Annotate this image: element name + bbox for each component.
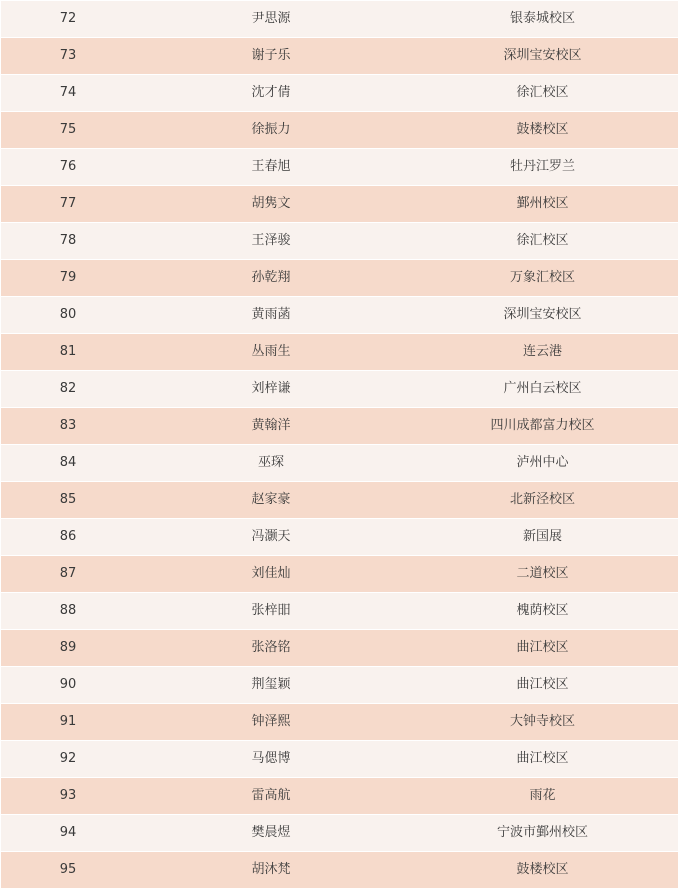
- campus-cell: 宁波市鄞州校区: [407, 815, 678, 852]
- rank-cell: 92: [1, 741, 135, 778]
- campus-cell: 大钟寺校区: [407, 704, 678, 741]
- campus-cell: 万象汇校区: [407, 260, 678, 297]
- ranking-table-container: [0, 1, 680, 877]
- table-row: [1, 852, 678, 889]
- campus-cell: 泸州中心: [407, 445, 678, 482]
- campus-cell: 广州白云校区: [407, 371, 678, 408]
- student-name-cell: 雷高航: [135, 778, 407, 815]
- table-row: [1, 260, 678, 297]
- student-name-cell: 樊晨煜: [135, 815, 407, 852]
- table-row: [1, 1, 678, 38]
- campus-cell: 深圳宝安校区: [407, 38, 678, 75]
- student-name-cell: 刘佳灿: [135, 556, 407, 593]
- rank-cell: 94: [1, 815, 135, 852]
- campus-cell: 新国展: [407, 519, 678, 556]
- table-row: [1, 704, 678, 741]
- campus-cell: 深圳宝安校区: [407, 297, 678, 334]
- rank-cell: 93: [1, 778, 135, 815]
- campus-cell: 连云港: [407, 334, 678, 371]
- student-name-cell: 黄翰洋: [135, 408, 407, 445]
- rank-cell: 89: [1, 630, 135, 667]
- table-row: [1, 149, 678, 186]
- table-row: [1, 667, 678, 704]
- student-name-cell: 王春旭: [135, 149, 407, 186]
- student-name-cell: 徐振力: [135, 112, 407, 149]
- rank-cell: 76: [1, 149, 135, 186]
- campus-cell: 牡丹江罗兰: [407, 149, 678, 186]
- student-name-cell: 冯灏天: [135, 519, 407, 556]
- rank-cell: 72: [1, 1, 135, 38]
- table-row: [1, 112, 678, 149]
- rank-cell: 84: [1, 445, 135, 482]
- table-row: [1, 223, 678, 260]
- table-row: [1, 741, 678, 778]
- table-row: [1, 334, 678, 371]
- student-name-cell: 巫琛: [135, 445, 407, 482]
- campus-cell: 北新泾校区: [407, 482, 678, 519]
- table-row: [1, 593, 678, 630]
- student-name-cell: 张洛铭: [135, 630, 407, 667]
- rank-cell: 73: [1, 38, 135, 75]
- ranking-table: [1, 1, 678, 889]
- student-name-cell: 胡沐梵: [135, 852, 407, 889]
- campus-cell: 二道校区: [407, 556, 678, 593]
- student-name-cell: 孙乾翔: [135, 260, 407, 297]
- table-row: [1, 297, 678, 334]
- rank-cell: 81: [1, 334, 135, 371]
- rank-cell: 87: [1, 556, 135, 593]
- rank-cell: 88: [1, 593, 135, 630]
- campus-cell: 曲江校区: [407, 741, 678, 778]
- campus-cell: 徐汇校区: [407, 75, 678, 112]
- campus-cell: 雨花: [407, 778, 678, 815]
- campus-cell: 徐汇校区: [407, 223, 678, 260]
- student-name-cell: 丛雨生: [135, 334, 407, 371]
- table-row: [1, 482, 678, 519]
- table-row: [1, 778, 678, 815]
- student-name-cell: 胡隽文: [135, 186, 407, 223]
- table-row: [1, 815, 678, 852]
- rank-cell: 82: [1, 371, 135, 408]
- table-row: [1, 519, 678, 556]
- table-row: [1, 38, 678, 75]
- campus-cell: 鄞州校区: [407, 186, 678, 223]
- campus-cell: 银泰城校区: [407, 1, 678, 38]
- rank-cell: 86: [1, 519, 135, 556]
- table-row: [1, 371, 678, 408]
- rank-cell: 80: [1, 297, 135, 334]
- student-name-cell: 黄雨菡: [135, 297, 407, 334]
- student-name-cell: 刘梓谦: [135, 371, 407, 408]
- rank-cell: 79: [1, 260, 135, 297]
- rank-cell: 78: [1, 223, 135, 260]
- student-name-cell: 谢子乐: [135, 38, 407, 75]
- student-name-cell: 王泽骏: [135, 223, 407, 260]
- table-row: [1, 408, 678, 445]
- table-row: [1, 630, 678, 667]
- campus-cell: 鼓楼校区: [407, 852, 678, 889]
- rank-cell: 91: [1, 704, 135, 741]
- student-name-cell: 沈才倩: [135, 75, 407, 112]
- campus-cell: 曲江校区: [407, 630, 678, 667]
- student-name-cell: 张梓昍: [135, 593, 407, 630]
- campus-cell: 曲江校区: [407, 667, 678, 704]
- table-row: [1, 445, 678, 482]
- campus-cell: 槐荫校区: [407, 593, 678, 630]
- rank-cell: 83: [1, 408, 135, 445]
- campus-cell: 鼓楼校区: [407, 112, 678, 149]
- rank-cell: 74: [1, 75, 135, 112]
- rank-cell: 95: [1, 852, 135, 889]
- student-name-cell: 尹思源: [135, 1, 407, 38]
- student-name-cell: 马偲博: [135, 741, 407, 778]
- ranking-table-body: [1, 1, 678, 889]
- campus-cell: 四川成都富力校区: [407, 408, 678, 445]
- student-name-cell: 赵家豪: [135, 482, 407, 519]
- table-row: [1, 75, 678, 112]
- student-name-cell: 荆玺颖: [135, 667, 407, 704]
- rank-cell: 75: [1, 112, 135, 149]
- rank-cell: 77: [1, 186, 135, 223]
- student-name-cell: 钟泽熙: [135, 704, 407, 741]
- rank-cell: 90: [1, 667, 135, 704]
- rank-cell: 85: [1, 482, 135, 519]
- table-row: [1, 556, 678, 593]
- table-row: [1, 186, 678, 223]
